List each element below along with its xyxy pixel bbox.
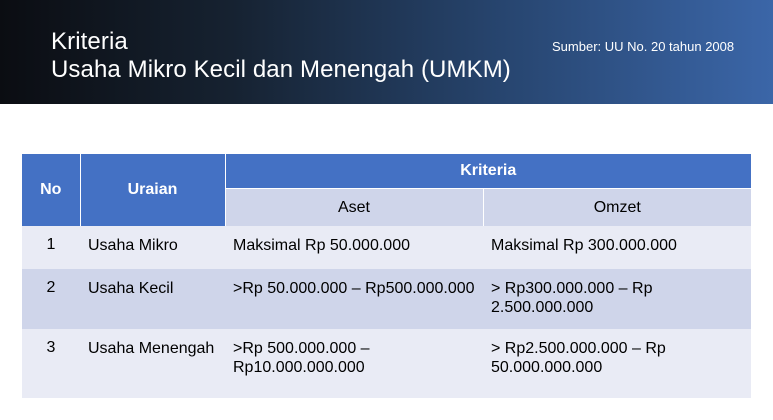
row-number: 1	[22, 226, 80, 269]
column-header-kriteria: Kriteria	[225, 154, 751, 189]
criteria-table	[22, 154, 751, 398]
row-omzet: > Rp2.500.000.000 – Rp 50.000.000.000	[483, 329, 751, 398]
row-aset: >Rp 500.000.000 – Rp10.000.000.000	[225, 329, 483, 398]
column-header-aset: Aset	[225, 189, 483, 227]
row-uraian: Usaha Menengah	[80, 329, 225, 398]
page-title-line2: Usaha Mikro Kecil dan Menengah (UMKM)	[51, 56, 511, 83]
table-row	[22, 226, 751, 269]
source-note: Sumber: UU No. 20 tahun 2008	[552, 39, 735, 54]
column-header-uraian: Uraian	[80, 154, 225, 226]
title-banner	[0, 0, 773, 104]
row-number: 3	[22, 329, 80, 398]
table-row	[22, 329, 751, 398]
page-title-line1: Kriteria	[51, 28, 128, 55]
row-uraian: Usaha Kecil	[80, 269, 225, 329]
row-aset: Maksimal Rp 50.000.000	[225, 226, 483, 269]
row-omzet: > Rp300.000.000 – Rp 2.500.000.000	[483, 269, 751, 329]
table-row	[22, 269, 751, 329]
row-omzet: Maksimal Rp 300.000.000	[483, 226, 751, 269]
row-number: 2	[22, 269, 80, 329]
row-aset: >Rp 50.000.000 – Rp500.000.000	[225, 269, 483, 329]
column-header-no: No	[22, 154, 80, 226]
row-uraian: Usaha Mikro	[80, 226, 225, 269]
column-header-omzet: Omzet	[483, 189, 751, 227]
